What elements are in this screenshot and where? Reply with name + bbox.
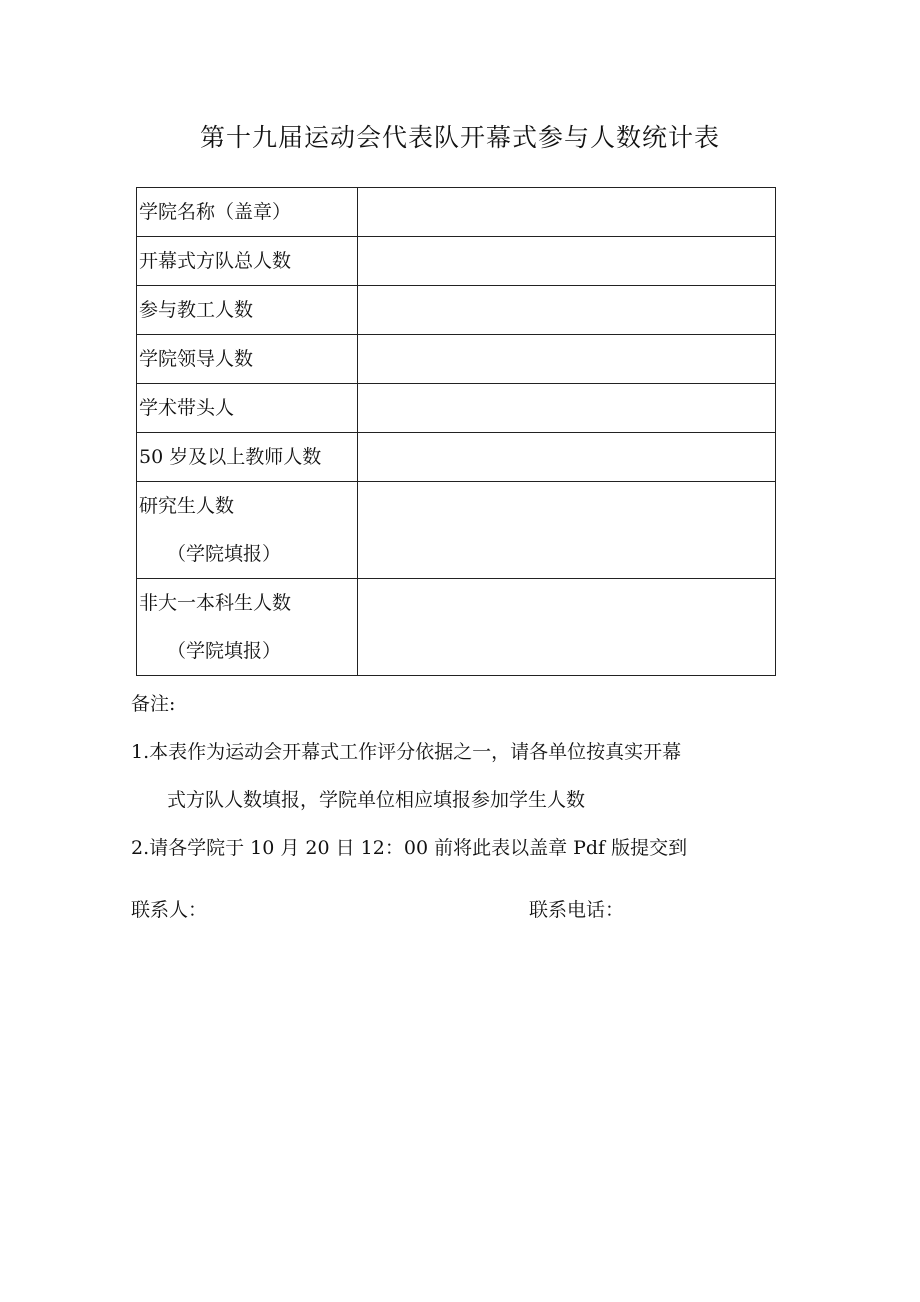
label-line: 参与教工人数 — [139, 299, 254, 321]
notes-section — [131, 684, 791, 876]
row-value-cell[interactable] — [358, 579, 776, 676]
table-row — [137, 237, 776, 286]
label-line-note: （学院填报） — [167, 543, 282, 565]
label-line: 学术带头人 — [139, 397, 235, 419]
row-value-cell[interactable] — [358, 286, 776, 335]
table-row — [137, 286, 776, 335]
row-label — [137, 482, 358, 579]
note-item-1-continued: 式方队人数填报，学院单位相应填报参加学生人数 — [167, 789, 586, 811]
label-line: 学院名称（盖章） — [139, 201, 292, 223]
statistics-table — [136, 187, 776, 676]
label-line: 非大一本科生人数 — [139, 592, 292, 614]
table-row — [137, 384, 776, 433]
table-row — [137, 433, 776, 482]
label-line: 学院领导人数 — [139, 348, 254, 370]
notes-heading: 备注: — [131, 693, 176, 715]
row-label — [137, 335, 358, 384]
row-value-cell[interactable] — [358, 188, 776, 237]
row-value-cell[interactable] — [358, 237, 776, 286]
label-line: 研究生人数 — [139, 495, 235, 517]
row-value-cell[interactable] — [358, 335, 776, 384]
table-row — [137, 188, 776, 237]
row-value-cell[interactable] — [358, 433, 776, 482]
row-label — [137, 286, 358, 335]
row-label — [137, 384, 358, 433]
row-label — [137, 188, 358, 237]
row-label — [137, 237, 358, 286]
table-row — [137, 579, 776, 676]
contact-person-label: 联系人： — [131, 899, 208, 921]
row-value-cell[interactable] — [358, 482, 776, 579]
note-item-1: 1.本表作为运动会开幕式工作评分依据之一，请各单位按真实开幕 — [131, 741, 682, 763]
row-value-cell[interactable] — [358, 384, 776, 433]
table-row — [137, 335, 776, 384]
row-label — [137, 579, 358, 676]
contact-row — [131, 892, 771, 928]
note-item-2: 2.请各学院于 10 月 20 日 12：00 前将此表以盖章 Pdf 版提交到 — [131, 837, 688, 859]
row-label — [137, 433, 358, 482]
label-line: 50 岁及以上教师人数 — [139, 446, 322, 468]
contact-phone-label: 联系电话： — [529, 899, 625, 921]
label-line-note: （学院填报） — [167, 640, 282, 662]
page-title: 第十九届运动会代表队开幕式参与人数统计表 — [199, 123, 720, 152]
table-row — [137, 482, 776, 579]
label-line: 开幕式方队总人数 — [139, 250, 292, 272]
